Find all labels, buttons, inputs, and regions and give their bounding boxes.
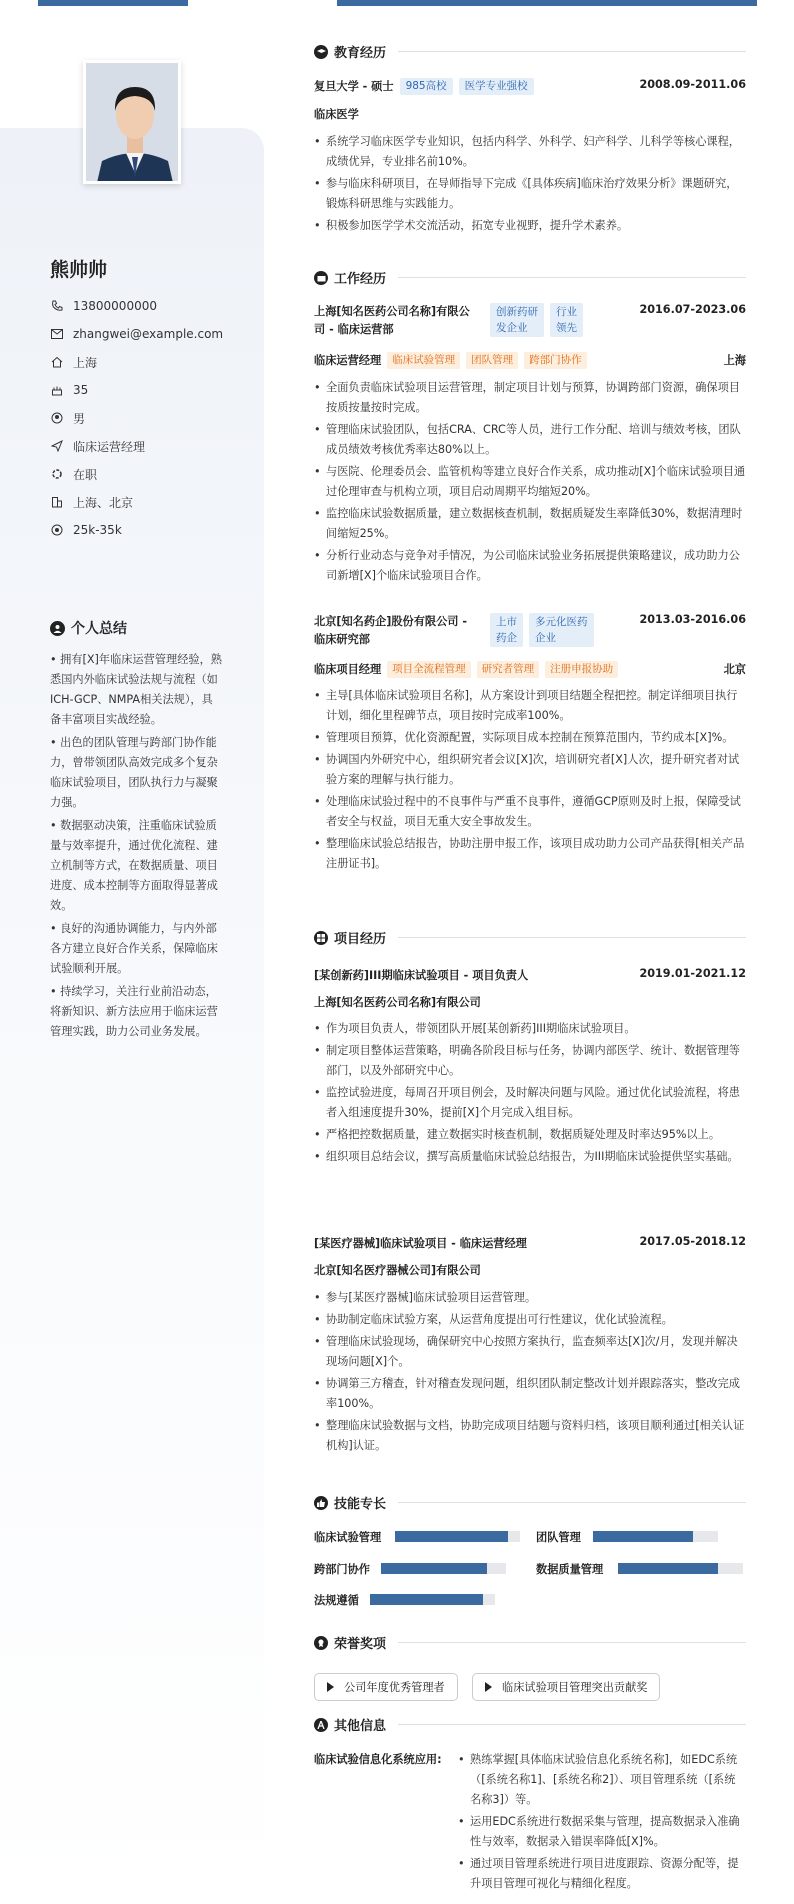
job-company-line: 北京[知名药企]股份有限公司 -: [314, 615, 468, 628]
awards-title: 荣誉奖项: [334, 1637, 387, 1652]
location-item: [50, 348, 223, 376]
project-bullet: • 作为项目负责人，带领团队开展[某创新药]III期临床试验项目。: [314, 1019, 746, 1039]
summary-item: • 持续学习，关注行业前沿动态，将新知识、新方法应用于临床运营管理实践，助力公司业务发展。: [50, 982, 222, 1042]
position-text: 临床运营经理: [73, 439, 146, 454]
skill-name: 跨部门协作: [314, 1563, 370, 1576]
section-divider: [398, 277, 746, 278]
education-tag: 985高校: [400, 78, 453, 95]
job-bullet: • 管理临床试验团队，包括CRA、CRC等人员，进行工作分配、培训与绩效考核，团队成员绩效考核优秀率达80%以上。: [314, 420, 746, 460]
other-bullet: • 通过项目管理系统进行项目进度跟踪、资源分配等，提升项目管理可视化与精细化程度。: [458, 1854, 746, 1894]
education-bullet: • 积极参加医学学术交流活动，拓宽专业视野，提升学术素养。: [314, 216, 746, 236]
summary-item: • 良好的沟通协调能力，与内外部各方建立良好合作关系，保障临床试验顺利开展。: [50, 919, 222, 979]
job-bullet: • 整理临床试验总结报告，协助注册申报工作，该项目成功助力公司产品获得[相关产品注册证书]。: [314, 834, 746, 874]
status-icon: [50, 467, 64, 481]
job-bullet: • 协调国内外研究中心，组织研究者会议[X]次，培训研究者[X]人次，提升研究者对试验方案的理解与执行能力。: [314, 750, 746, 790]
section-divider: [398, 1724, 746, 1725]
project-bullet: • 管理临床试验现场，确保研究中心按照方案执行，监查频率达[X]次/月，发现并解决现场问题[X]个。: [314, 1332, 746, 1372]
project-bullet: • 协助制定临床试验方案，从运营角度提出可行性建议，优化试验流程。: [314, 1310, 746, 1330]
font-icon: [314, 1718, 328, 1732]
project-header-row: [314, 1235, 746, 1251]
other-title: 其他信息: [334, 1719, 387, 1734]
role-tag: 临床试验管理: [387, 352, 460, 369]
education-heading: [314, 42, 746, 61]
school-name: 复旦大学 - 硕士: [314, 80, 394, 93]
section-divider: [398, 1502, 746, 1503]
project-bullet: • 监控试验进度，每周召开项目例会，及时解决问题与风险。通过优化试验流程，将患者入组速度提升30%，提前[X]个月完成入组目标。: [314, 1083, 746, 1123]
education-bullets: [314, 132, 746, 238]
skill-name: 法规遵循: [314, 1594, 359, 1607]
skills-heading: [314, 1493, 746, 1512]
other-bullets: [458, 1750, 746, 1896]
top-accent-bar-right: [337, 0, 757, 6]
cake-icon: [50, 383, 64, 397]
job-tag: 创新药研 发企业: [490, 303, 544, 337]
coin-icon: [50, 523, 64, 537]
skill-bar: [593, 1531, 718, 1542]
award-item: [314, 1673, 458, 1701]
job-date: 2016.07-2023.06: [639, 303, 746, 316]
awards-heading: [314, 1633, 746, 1652]
job-role-row: [314, 352, 746, 369]
status-item: [50, 460, 223, 488]
skill-bar-fill: [593, 1531, 693, 1542]
education-bullet: • 参与临床科研项目，在导师指导下完成《[具体疾病]临床治疗效果分析》课题研究，锻炼科研思维与实践能力。: [314, 174, 746, 214]
job-tag: 上市 药企: [490, 613, 523, 647]
target-city-text: 上海、北京: [73, 495, 134, 510]
job-city: 上海: [723, 354, 746, 367]
skill-bar-fill: [618, 1563, 718, 1574]
top-accent-bar-left: [38, 0, 188, 6]
job-company-line: 临床研究部: [314, 633, 370, 646]
phone-icon: [50, 299, 64, 313]
projects-title: 项目经历: [334, 932, 387, 947]
job-role: 临床项目经理: [314, 663, 382, 676]
job-bullet: • 处理临床试验过程中的不良事件与严重不良事件，遵循GCP原则及时上报，保障受试者安全与权益，项目无重大安全事故发生。: [314, 792, 746, 832]
job-bullet: • 与医院、伦理委员会、监管机构等建立良好合作关系，成功推动[X]个临床试验项目通过伦理审查与机构立项，项目启动周期平均缩短20%。: [314, 462, 746, 502]
phone-item: [50, 292, 223, 320]
work-heading: [314, 268, 746, 287]
role-tag: 跨部门协作: [524, 352, 587, 369]
other-label: 临床试验信息化系统应用:: [314, 1753, 442, 1766]
education-title: 教育经历: [334, 46, 387, 61]
home-icon: [50, 355, 64, 369]
work-title: 工作经历: [334, 272, 387, 287]
job-bullet: • 监控临床试验数据质量，建立数据核查机制，数据质疑发生率降低30%，数据清理时间缩短25%。: [314, 504, 746, 544]
other-heading: [314, 1715, 746, 1734]
mail-icon: [50, 327, 64, 341]
other-bullet: • 运用EDC系统进行数据采集与管理，提高数据录入准确性与效率，数据录入错误率降低[X]%。: [458, 1812, 746, 1852]
job-company: [314, 303, 484, 339]
skill-bar-fill: [370, 1594, 483, 1605]
summary-item: • 数据驱动决策，注重临床试验质量与效率提升，通过优化流程、建立机制等方式，在数据质量、项目进度、成本控制等方面取得显著成效。: [50, 816, 222, 916]
project-date: 2017.05-2018.12: [639, 1235, 746, 1248]
summary-item: • 拥有[X]年临床运营管理经验，熟悉国内外临床试验法规与流程（如ICH-GCP、NMPA相关法规），具备丰富项目实战经验。: [50, 650, 222, 730]
job-tag: 行业 领先: [550, 303, 583, 337]
email-text: zhangwei@example.com: [73, 327, 224, 341]
skill-name: 团队管理: [536, 1531, 581, 1544]
role-tag: 项目全流程管理: [387, 661, 471, 678]
project-name: [某医疗器械]临床试验项目 - 临床运营经理: [314, 1237, 527, 1250]
job-company-line: 上海[知名医药公司名称]有限公: [314, 305, 470, 318]
candidate-name: 熊帅帅: [50, 259, 108, 281]
other-bullet: • 熟练掌握[具体临床试验信息化系统名称]，如EDC系统（[系统名称1]、[系统名称2]）、项目管理系统（[系统名称3]）等。: [458, 1750, 746, 1810]
award-label: 公司年度优秀管理者: [344, 1681, 445, 1694]
projects-heading: [314, 928, 746, 947]
skill-bar: [370, 1594, 495, 1605]
contact-info-list: [50, 292, 223, 544]
job-bullets: [314, 378, 746, 588]
salary-text: 25k-35k: [73, 523, 122, 537]
education-date: 2008.09-2011.06: [639, 78, 746, 91]
play-icon: [327, 1682, 334, 1692]
job-date: 2013.03-2016.06: [639, 613, 746, 626]
email-item: [50, 320, 223, 348]
role-tag: 团队管理: [466, 352, 518, 369]
project-bullet: • 参与[某医疗器械]临床试验项目运营管理。: [314, 1288, 746, 1308]
grid-icon: [314, 931, 328, 945]
award-item: [472, 1673, 660, 1701]
project-date: 2019.01-2021.12: [639, 967, 746, 980]
section-divider: [398, 51, 746, 52]
age-item: [50, 376, 223, 404]
section-divider: [398, 937, 746, 938]
job-bullet: • 主导[具体临床试验项目名称]，从方案设计到项目结题全程把控。制定详细项目执行计划，细化里程碑节点，项目按时完成率100%。: [314, 686, 746, 726]
salary-item: [50, 516, 223, 544]
skill-bar-fill: [381, 1563, 487, 1574]
project-bullet: • 整理临床试验数据与文档，协助完成项目结题与资料归档，该项目顺利通过[相关认证机构]认证。: [314, 1416, 746, 1456]
project-bullet: • 组织项目总结会议，撰写高质量临床试验总结报告，为III期临床试验提供坚实基础。: [314, 1147, 746, 1167]
age-text: 35: [73, 383, 89, 397]
project-bullet: • 严格把控数据质量，建立数据实时核查机制，数据质疑处理及时率达95%以上。: [314, 1125, 746, 1145]
job-bullet: • 全面负责临床试验项目运营管理，制定项目计划与预算，协调跨部门资源，确保项目按质按量按时完成。: [314, 378, 746, 418]
job-tag: 多元化医药 企业: [529, 613, 594, 647]
graduation-cap-icon: [314, 45, 328, 59]
award-icon: [314, 1636, 328, 1650]
job-city: 北京: [723, 663, 746, 676]
education-bullet: • 系统学习临床医学专业知识，包括内科学、外科学、妇产科学、儿科学等核心课程，成绩优异，专业排名前10%。: [314, 132, 746, 172]
project-bullets: [314, 1288, 746, 1458]
send-icon: [50, 439, 64, 453]
skills-title: 技能专长: [334, 1497, 387, 1512]
person-circle-icon: [50, 621, 65, 636]
skill-name: 临床试验管理: [314, 1531, 382, 1544]
education-major: 临床医学: [314, 108, 359, 121]
skill-bar-fill: [395, 1531, 508, 1542]
role-tag: 研究者管理: [477, 661, 540, 678]
project-name: [某创新药]III期临床试验项目 - 项目负责人: [314, 969, 529, 982]
job-header-row: [314, 303, 746, 341]
role-tag: 注册申报协助: [545, 661, 618, 678]
award-label: 临床试验项目管理突出贡献奖: [502, 1681, 648, 1694]
location-text: 上海: [73, 355, 98, 370]
play-icon: [485, 1682, 492, 1692]
job-bullet: • 分析行业动态与竞争对手情况，为公司临床试验业务拓展提供策略建议，成功助力公司新增[X]个临床试验项目合作。: [314, 546, 746, 586]
project-header-row: [314, 967, 746, 983]
building-icon: [50, 495, 64, 509]
job-bullet: • 管理项目预算，优化资源配置，实际项目成本控制在预算范围内，节约成本[X]%。: [314, 728, 746, 748]
skill-bar: [395, 1531, 520, 1542]
position-item: [50, 432, 223, 460]
job-header-row: [314, 613, 746, 651]
job-company-line: 司 - 临床运营部: [314, 323, 394, 336]
skill-name: 数据质量管理: [536, 1563, 604, 1576]
skill-bar: [381, 1563, 506, 1574]
job-role: 临床运营经理: [314, 354, 382, 367]
summary-title: 个人总结: [71, 621, 127, 637]
avatar: [83, 60, 181, 184]
summary-item: • 出色的团队管理与跨部门协作能力，曾带领团队高效完成多个复杂临床试验项目，团队执行力与凝聚力强。: [50, 733, 222, 813]
phone-text: 13800000000: [73, 299, 157, 313]
briefcase-icon: [314, 271, 328, 285]
education-header-row: [314, 78, 746, 95]
summary-heading: [50, 618, 127, 638]
gender-text: 男: [73, 411, 86, 426]
thumbs-up-icon: [314, 1496, 328, 1510]
education-tag: 医学专业强校: [459, 78, 534, 95]
project-bullet: • 制定项目整体运营策略，明确各阶段目标与任务，协调内部医学、统计、数据管理等部门，以及外部研究中心。: [314, 1041, 746, 1081]
project-org: 上海[知名医药公司名称]有限公司: [314, 996, 481, 1009]
status-text: 在职: [73, 467, 98, 482]
job-role-row: [314, 661, 746, 678]
summary-list: [50, 650, 222, 1045]
section-divider: [398, 1642, 746, 1643]
job-company: [314, 613, 484, 649]
user-icon: [50, 411, 64, 425]
target-city-item: [50, 488, 223, 516]
project-bullet: • 协调第三方稽查，针对稽查发现问题，组织团队制定整改计划并跟踪落实，整改完成率100%。: [314, 1374, 746, 1414]
skill-bar: [618, 1563, 743, 1574]
project-bullets: [314, 1019, 746, 1169]
gender-item: [50, 404, 223, 432]
job-bullets: [314, 686, 746, 876]
project-org: 北京[知名医疗器械公司]有限公司: [314, 1264, 481, 1277]
